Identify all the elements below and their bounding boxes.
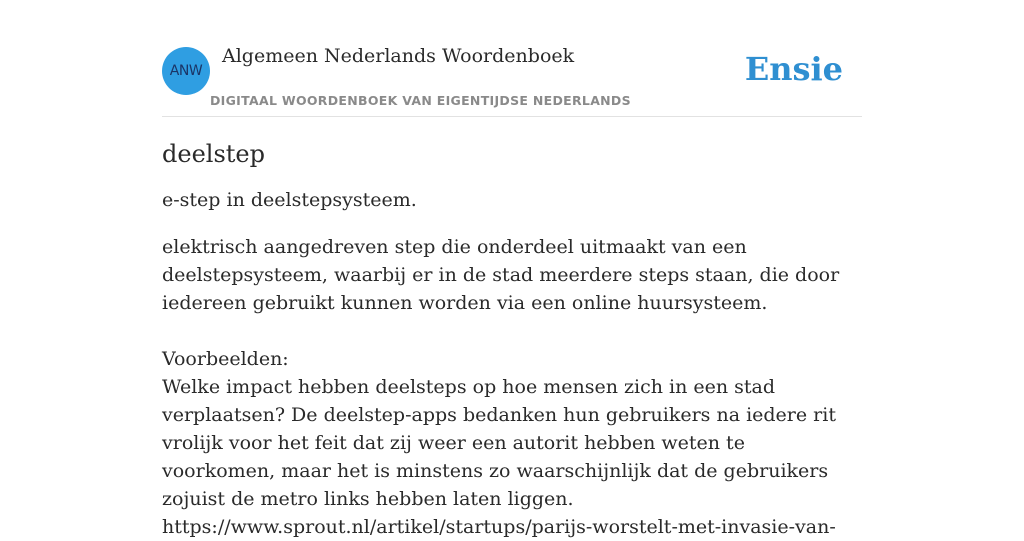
site-title[interactable]: Algemeen Nederlands Woordenboek: [222, 45, 575, 67]
entry-content: [162, 137, 862, 541]
site-subtitle: DIGITAAL WOORDENBOEK VAN EIGENTIJDSE NEDERLANDS: [210, 93, 631, 108]
examples-label: Voorbeelden:: [162, 348, 289, 370]
entry-headword: deelstep: [162, 140, 265, 168]
example-source-link[interactable]: https://www.sprout.nl/artikel/startups/parijs-worstelt-met-invasie-van-: [162, 516, 836, 538]
long-definition: elektrisch aangedreven step die onderdeel uitmaakt van een deelstepsysteem, waarbij er in de stad meerdere steps staan, die door iedereen gebruikt kunnen worden via een online huursysteem.: [162, 236, 840, 314]
anw-logo[interactable]: ANW: [162, 47, 210, 95]
example-text: Welke impact hebben deelsteps op hoe mensen zich in een stad verplaatsen? De deelstep-apps bedanken hun gebruikers na iedere rit vrolijk voor het feit dat zij weer een autorit hebben weten te voorkomen, maar het is minstens zo waarschijnlijk dat de gebruikers zojuist de metro links hebben laten liggen.: [162, 376, 836, 510]
short-definition: e-step in deelstepsysteem.: [162, 189, 417, 211]
ensie-brand-logo[interactable]: Ensie: [744, 50, 843, 88]
site-header: [162, 40, 862, 117]
